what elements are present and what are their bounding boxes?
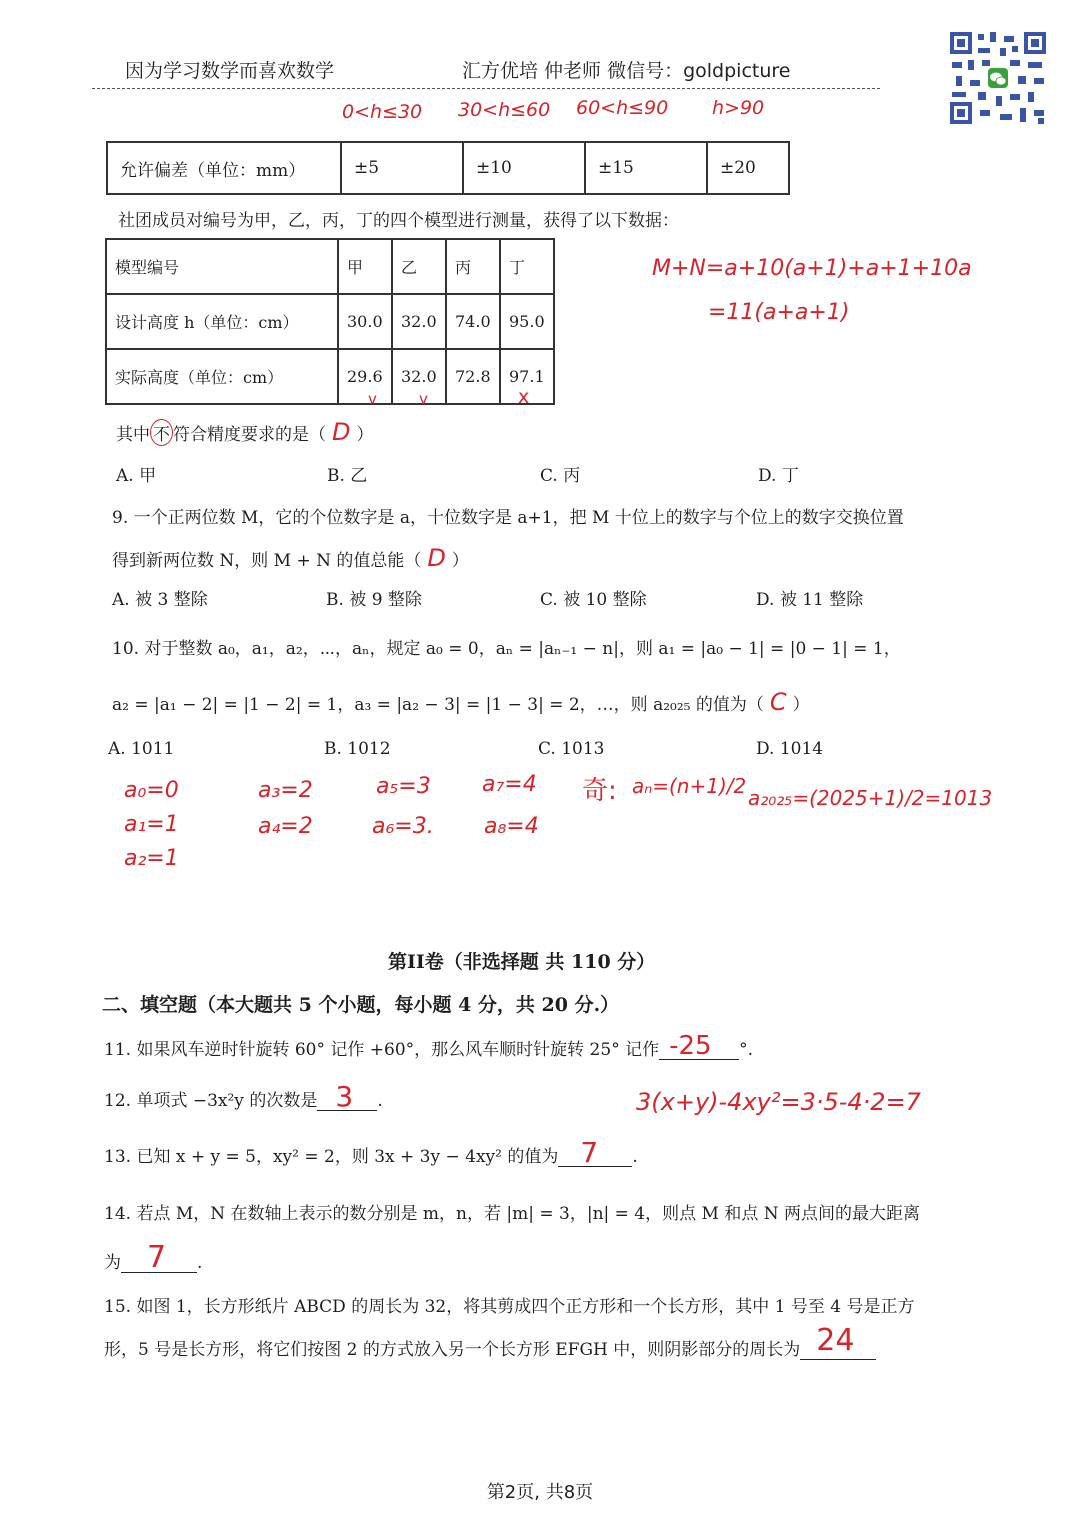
q12-text xyxy=(104,1080,383,1113)
q10-answer: C xyxy=(769,688,787,716)
q10-line2-text: a₂ = |a₁ − 2| = |1 − 2| = 1，a₃ = |a₂ − 3| = |1 − 3| = 2，…，则 a₂₀₂₅ 的值为（ xyxy=(112,695,764,715)
q13-tail: . xyxy=(632,1147,638,1167)
q9-option-b: B. 被 9 整除 xyxy=(326,590,422,610)
note-seq-a4: a₄=2 xyxy=(258,814,313,839)
q9-line2 xyxy=(112,544,469,572)
tolerance-cell: ±15 xyxy=(585,142,707,194)
check-mark: v xyxy=(368,390,377,408)
table-cell: 甲 xyxy=(338,239,392,294)
q8-stem xyxy=(116,418,373,446)
qr-code-icon xyxy=(948,30,1048,126)
table-cell: 74.0 xyxy=(446,294,500,349)
q13-answer: 7 xyxy=(580,1136,599,1169)
section-heading: 二、填空题（本大题共 5 个小题，每小题 4 分，共 20 分.） xyxy=(102,994,620,1016)
tolerance-cell: ±20 xyxy=(707,142,789,194)
q15-answer: 24 xyxy=(816,1323,855,1358)
q14-tail: . xyxy=(197,1253,203,1273)
q14-line2 xyxy=(104,1240,203,1275)
note-q13-work: 3(x+y)-4xy²=3·5-4·2=7 xyxy=(636,1088,921,1116)
note-seq-a0: a₀=0 xyxy=(124,778,179,803)
table-row xyxy=(106,294,554,349)
tolerance-cell: ±5 xyxy=(341,142,463,194)
q13-text xyxy=(104,1136,638,1169)
q14-stem: 为 xyxy=(104,1253,121,1273)
table-cell: 29.6 xyxy=(338,349,392,404)
q10-option-b: B. 1012 xyxy=(324,739,391,759)
q12-answer: 3 xyxy=(335,1080,354,1113)
q15-stem: 形，5 号是长方形，将它们按图 2 的方式放入另一个长方形 EFGH 中，则阴影部分的周长为 xyxy=(104,1340,801,1360)
q15-line2 xyxy=(104,1323,876,1360)
row-label: 模型编号 xyxy=(106,239,338,294)
q8-option-d: D. 丁 xyxy=(758,466,799,486)
q12-stem: 12. 单项式 −3x²y 的次数是 xyxy=(104,1091,318,1111)
tolerance-label: 允许偏差（单位：mm） xyxy=(107,142,341,194)
note-seq-a6: a₆=3. xyxy=(372,814,434,839)
q11-tail: °. xyxy=(739,1040,754,1060)
tolerance-cell: ±10 xyxy=(463,142,585,194)
q14-blank xyxy=(121,1240,197,1275)
table-cell: 95.0 xyxy=(500,294,554,349)
q10-option-d: D. 1014 xyxy=(756,739,824,759)
table-cell: 32.0 xyxy=(392,294,446,349)
intro-text: 社团成员对编号为甲，乙，丙，丁的四个模型进行测量，获得了以下数据： xyxy=(118,211,679,231)
q9-line1: 9. 一个正两位数 M，它的个位数字是 a，十位数字是 a+1，把 M 十位上的数字与个位上的数字交换位置 xyxy=(112,508,904,528)
q9-line2-text: 得到新两位数 N，则 M + N 的值总能（ xyxy=(112,551,422,571)
q8-answer: D xyxy=(332,418,351,446)
page-footer: 第2页, 共8页 xyxy=(486,1482,594,1503)
table-cell: 32.0 xyxy=(392,349,446,404)
note-seq-a8: a₈=4 xyxy=(484,814,539,839)
q8-option-a: A. 甲 xyxy=(116,466,157,486)
row-label: 设计高度 h（单位：cm） xyxy=(106,294,338,349)
q10-line2-text: ） xyxy=(792,695,810,715)
note-range-2: 30<h≤60 xyxy=(458,99,551,121)
note-seq-a5: a₅=3 xyxy=(376,774,431,799)
q11-blank xyxy=(659,1031,739,1061)
q14-line1: 14. 若点 M，N 在数轴上表示的数分别是 m，n，若 |m| = 3，|n| = 4，则点 M 和点 N 两点间的最大距离 xyxy=(104,1204,921,1224)
q11-text xyxy=(104,1031,754,1061)
note-mn-line2: =11(a+a+1) xyxy=(708,300,850,325)
note-seq-a2: a₂=1 xyxy=(124,846,179,871)
q8-option-b: B. 乙 xyxy=(327,466,368,486)
q11-answer: -25 xyxy=(669,1031,712,1061)
note-seq-a1: a₁=1 xyxy=(124,812,179,837)
table-row xyxy=(106,349,554,404)
q8-stem-part: 其中 xyxy=(116,425,150,445)
q9-option-d: D. 被 11 整除 xyxy=(756,590,864,610)
tolerance-table xyxy=(106,141,790,195)
note-mn-line1: M+N=a+10(a+1)+a+1+10a xyxy=(652,256,972,281)
note-odd-formula: aₙ=(n+1)/2 xyxy=(632,774,747,798)
q10-line2 xyxy=(112,688,810,716)
q9-option-c: C. 被 10 整除 xyxy=(540,590,647,610)
q8-option-c: C. 丙 xyxy=(540,466,581,486)
header-divider xyxy=(92,88,880,89)
part2-title: 第II卷（非选择题 共 110 分） xyxy=(388,951,656,973)
q9-answer: D xyxy=(427,544,446,572)
table-cell: 30.0 xyxy=(338,294,392,349)
q9-option-a: A. 被 3 整除 xyxy=(112,590,208,610)
header-left: 因为学习数学而喜欢数学 xyxy=(125,60,335,82)
note-range-4: h>90 xyxy=(712,97,765,119)
note-odd: 奇: xyxy=(582,776,617,806)
table-cell: 乙 xyxy=(392,239,446,294)
model-table xyxy=(105,238,555,405)
q11-stem: 11. 如果风车逆时针旋转 60° 记作 +60°，那么风车顺时针旋转 25° 记作 xyxy=(104,1040,660,1060)
q8-stem-part: 符合精度要求的是（ xyxy=(173,425,326,445)
q12-tail: . xyxy=(377,1091,383,1111)
note-a2025: a₂₀₂₅=(2025+1)/2=1013 xyxy=(748,786,993,810)
table-cell: 72.8 xyxy=(446,349,500,404)
q14-answer: 7 xyxy=(147,1240,167,1275)
table-cell: 丙 xyxy=(446,239,500,294)
q10-option-a: A. 1011 xyxy=(108,739,175,759)
header-right: 汇方优培 仲老师 微信号：goldpicture xyxy=(462,60,791,82)
table-row xyxy=(106,239,554,294)
row-label: 实际高度（单位：cm） xyxy=(106,349,338,404)
table-cell: 97.1 xyxy=(500,349,554,404)
q8-circled-word: 不 xyxy=(150,419,173,446)
q13-stem: 13. 已知 x + y = 5，xy² = 2，则 3x + 3y − 4xy² 的值为 xyxy=(104,1147,559,1167)
note-range-1: 0<h≤30 xyxy=(342,101,423,123)
check-mark: v xyxy=(419,390,428,408)
table-cell: 丁 xyxy=(500,239,554,294)
q13-blank xyxy=(558,1136,632,1169)
q10-option-c: C. 1013 xyxy=(538,739,605,759)
q15-blank xyxy=(800,1323,876,1360)
q10-line1: 10. 对于整数 a₀，a₁，a₂，⋯，aₙ，规定 a₀ = 0，aₙ = |aₙ₋₁ − n|，则 a₁ = |a₀ − 1| = |0 − 1| = 1， xyxy=(112,639,901,659)
q15-line1: 15. 如图 1，长方形纸片 ABCD 的周长为 32，将其剪成四个正方形和一个长方形，其中 1 号至 4 号是正方 xyxy=(104,1297,915,1317)
cross-mark: x xyxy=(518,386,530,408)
q9-line2-text: ） xyxy=(451,551,469,571)
note-seq-a7: a₇=4 xyxy=(482,772,537,797)
q12-blank xyxy=(317,1080,377,1113)
q8-stem-part: ） xyxy=(356,425,374,445)
note-seq-a3: a₃=2 xyxy=(258,778,313,803)
note-range-3: 60<h≤90 xyxy=(576,97,669,119)
